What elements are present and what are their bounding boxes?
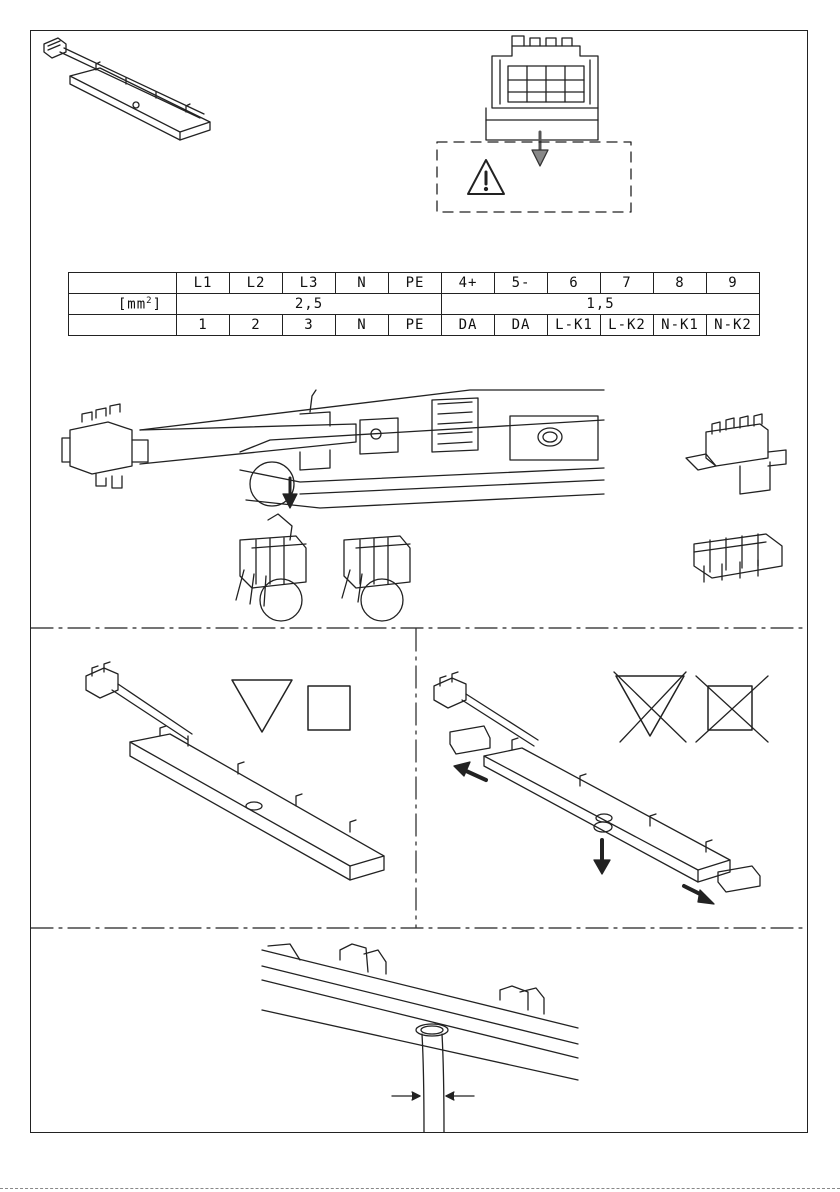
luminaire-mounted — [86, 662, 384, 880]
table-cell: PE — [389, 273, 442, 294]
table-cell: 1 — [177, 315, 230, 336]
luminaire-install-view — [62, 390, 604, 508]
table-cell: DA — [442, 315, 495, 336]
table-cell: L-K2 — [601, 315, 654, 336]
table-cell-group-a: 2,5 — [177, 294, 442, 315]
table-row-terminals — [69, 273, 760, 294]
table-cell: 4+ — [442, 273, 495, 294]
table-cell: 8 — [654, 273, 707, 294]
terminal-block-open — [342, 536, 410, 602]
table-cell: N-K2 — [707, 315, 760, 336]
unit-label: $[mm^2]$ — [69, 294, 177, 315]
table-cell: L-K1 — [548, 315, 601, 336]
crossed-square-icon — [696, 676, 768, 742]
table-cell: 2 — [230, 315, 283, 336]
connector-part-upper — [686, 414, 786, 494]
luminaire-disassembly — [434, 672, 760, 892]
cable-entry-detail — [262, 944, 578, 1132]
table-cell: 5- — [495, 273, 548, 294]
table-cell: N-K1 — [654, 315, 707, 336]
table-cell: L2 — [230, 273, 283, 294]
connector-part-lower — [694, 534, 782, 582]
wiring-table — [68, 272, 760, 336]
warning-triangle-icon — [468, 160, 504, 194]
triangle-symbol-icon — [232, 680, 292, 732]
square-symbol-icon — [308, 686, 350, 730]
arrow-icon — [684, 886, 714, 904]
terminal-block-closed — [236, 514, 306, 606]
table-cell-empty — [69, 273, 177, 294]
crossed-triangle-icon — [614, 672, 686, 742]
table-cell: 3 — [283, 315, 336, 336]
table-cell: PE — [389, 315, 442, 336]
table-cell-empty — [69, 315, 177, 336]
table-cell: 7 — [601, 273, 654, 294]
table-cell: L3 — [283, 273, 336, 294]
table-cell: N — [336, 315, 389, 336]
table-cell: 6 — [548, 273, 601, 294]
arrow-icon — [454, 762, 486, 780]
connector-detail-top — [486, 36, 598, 140]
down-arrow-icon — [283, 478, 297, 508]
table-cell: N — [336, 273, 389, 294]
table-cell: DA — [495, 315, 548, 336]
page-cut-line — [0, 1188, 840, 1189]
table-cell: L1 — [177, 273, 230, 294]
table-cell: 9 — [707, 273, 760, 294]
table-row-cross-section — [69, 294, 760, 315]
table-row-assignment — [69, 315, 760, 336]
table-cell-group-b: 1,5 — [442, 294, 760, 315]
down-arrow-icon — [532, 132, 548, 166]
down-arrow-icon — [594, 840, 610, 874]
luminaire-overview-small — [44, 38, 210, 140]
section-divider — [31, 628, 807, 928]
